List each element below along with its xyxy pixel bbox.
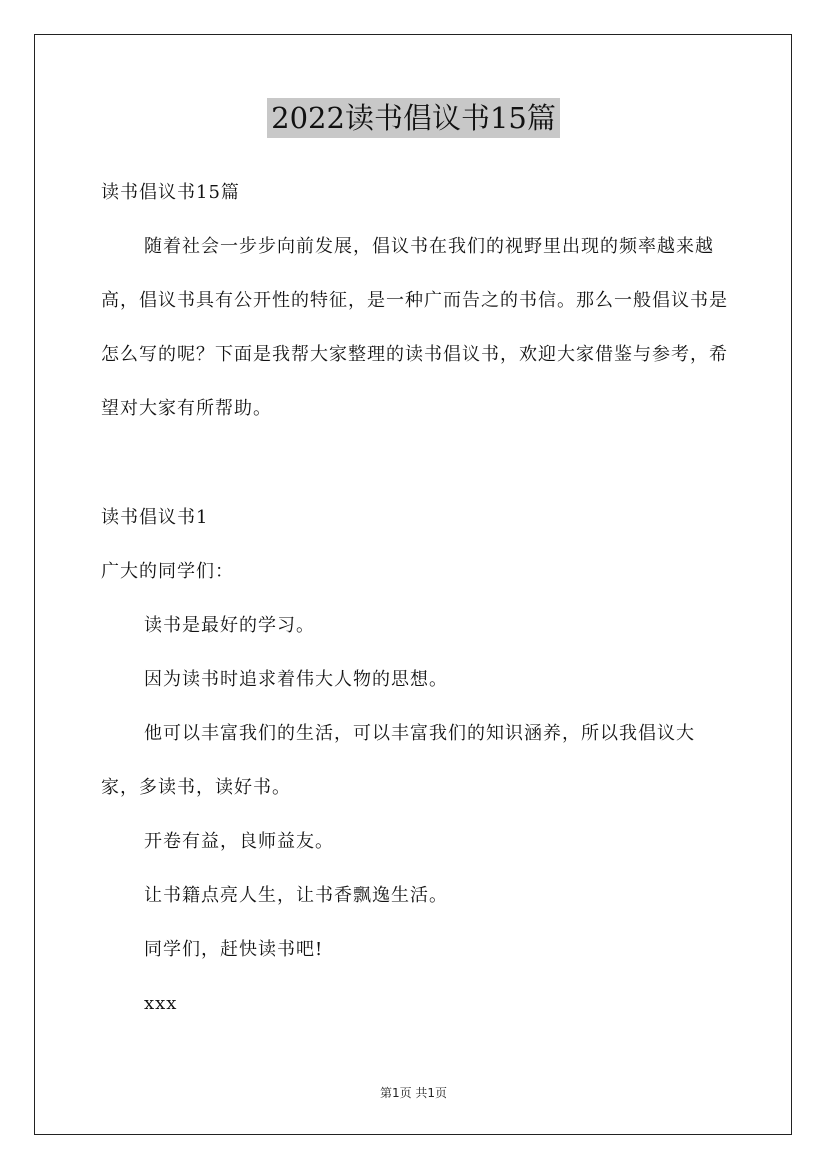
body-paragraph: 读书是最好的学习。 <box>144 615 315 636</box>
page-footer: 第1页 共1页 <box>379 1086 448 1100</box>
body-paragraph: 因为读书时追求着伟大人物的思想。 <box>144 669 448 690</box>
body-paragraph: 开卷有益，良师益友。 <box>144 831 334 852</box>
intro-paragraph: 随着社会一步步向前发展，倡议书在我们的视野里出现的频率越来越高，倡议书具有公开性的特征，是一种广而告之的书信。那么一般倡议书是怎么写的呢？下面是我帮大家整理的读书倡议书，欢迎大家借鉴与参考，希望对大家有所帮助。 <box>101 236 728 419</box>
body-paragraph: 让书籍点亮人生，让书香飘逸生活。 <box>144 885 448 906</box>
body-paragraph: 同学们，赶快读书吧! <box>144 939 324 960</box>
document-title: 2022读书倡议书15篇 <box>267 98 560 138</box>
subtitle: 读书倡议书15篇 <box>101 182 240 203</box>
body-paragraph: 他可以丰富我们的生活，可以丰富我们的知识涵养，所以我倡议大家，多读书，读好书。 <box>101 723 695 798</box>
salutation: 广大的同学们： <box>101 561 234 582</box>
document-title-container <box>0 98 827 138</box>
section-heading: 读书倡议书1 <box>101 507 209 528</box>
signature: xxx <box>144 993 178 1014</box>
